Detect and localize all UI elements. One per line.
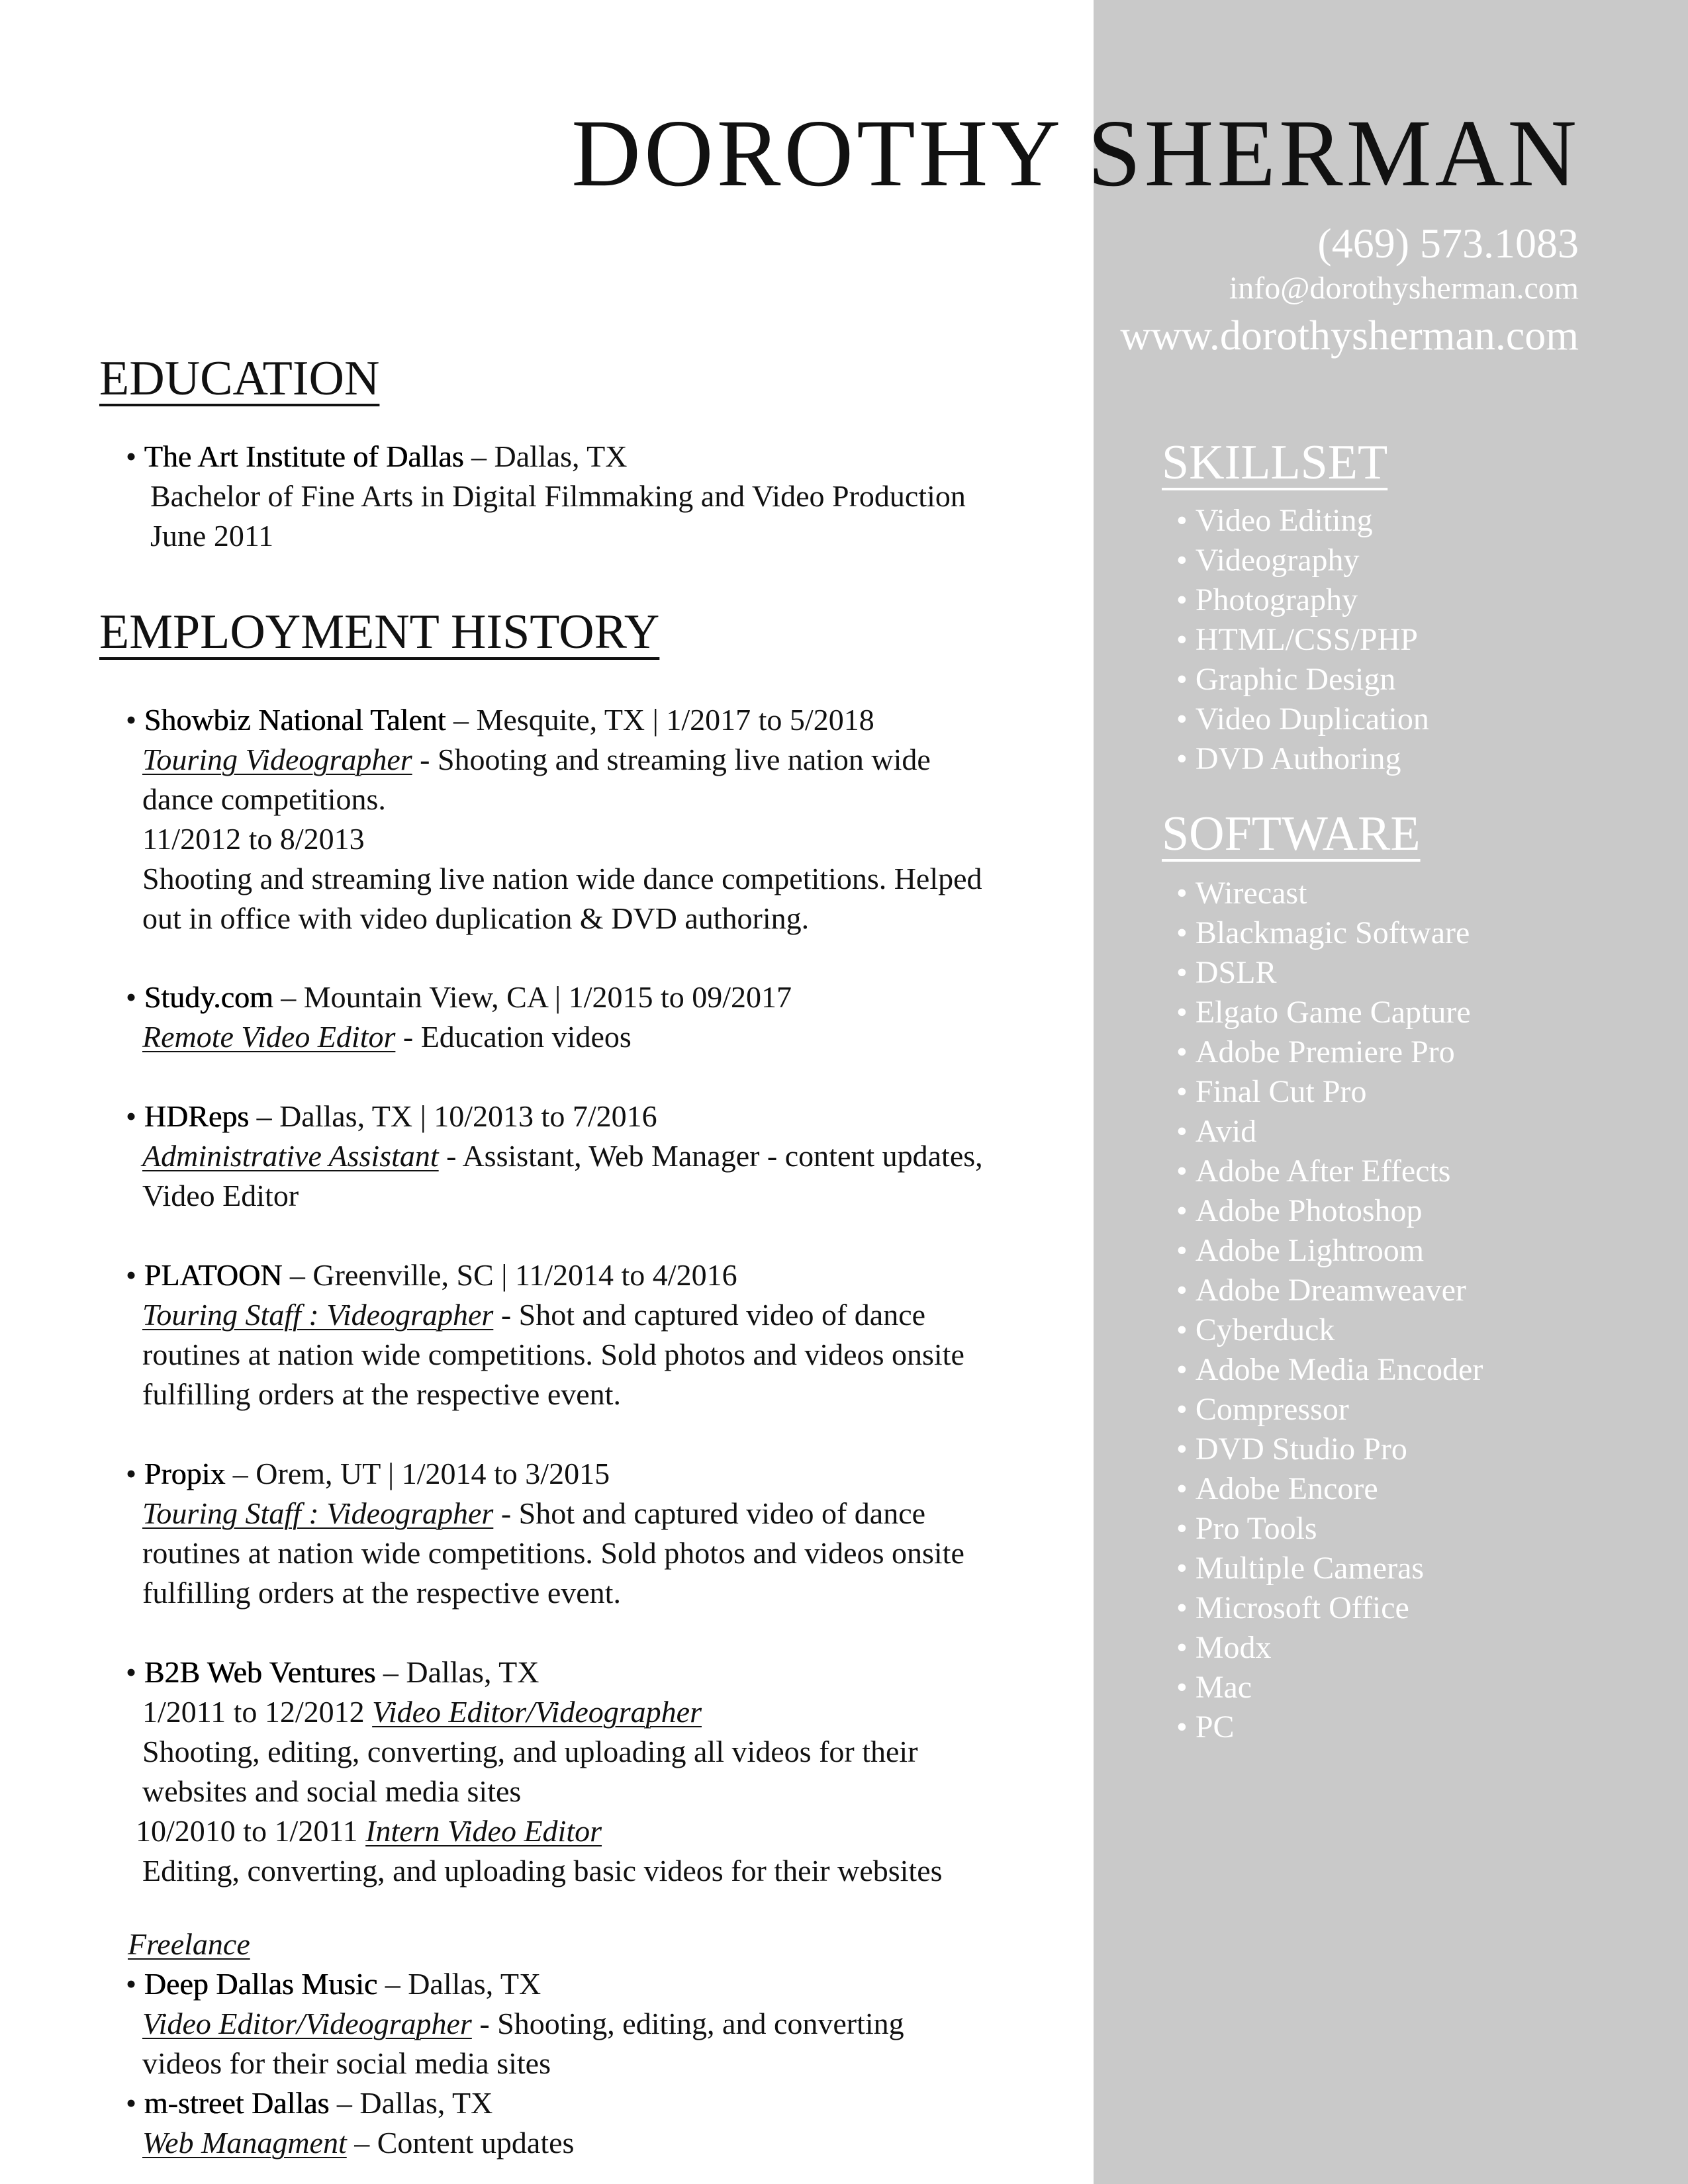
software-item: • Adobe Media Encoder bbox=[1176, 1350, 1483, 1390]
job-meta: – Dallas, TX bbox=[375, 1655, 539, 1689]
job-description: websites and social media sites bbox=[142, 1774, 522, 1808]
school-name: The Art Institute of Dallas bbox=[144, 439, 464, 473]
degree: Bachelor of Fine Arts in Digital Filmmaking and Video Production bbox=[150, 479, 966, 513]
job-description: Shooting and streaming live nation wide dance competitions. Helped bbox=[142, 862, 982, 895]
job-description: - Shooting, editing, and converting bbox=[471, 2007, 904, 2040]
software-item: • DVD Studio Pro bbox=[1176, 1430, 1483, 1469]
company-name: HDReps bbox=[144, 1099, 250, 1133]
software-item: • Avid bbox=[1176, 1112, 1483, 1152]
job-description: videos for their social media sites bbox=[142, 2046, 551, 2080]
job-meta: – Orem, UT | 1/2014 to 3/2015 bbox=[225, 1457, 610, 1490]
job-role: Touring Videographer bbox=[142, 743, 412, 776]
skill-item: • Video Editing bbox=[1176, 501, 1429, 541]
software-item: • Mac bbox=[1176, 1668, 1483, 1707]
company-name: Deep Dallas Music bbox=[144, 1967, 378, 2001]
job-description: routines at nation wide competitions. Sold photos and videos onsite bbox=[142, 1338, 964, 1371]
job-description: - Shooting and streaming live nation wide bbox=[412, 743, 931, 776]
job-entry bbox=[126, 978, 792, 1057]
employment-heading: EMPLOYMENT HISTORY bbox=[99, 605, 660, 659]
software-item: • PC bbox=[1176, 1707, 1483, 1747]
skill-item: • Videography bbox=[1176, 541, 1429, 580]
job-description: – Content updates bbox=[346, 2126, 575, 2160]
software-item: • Blackmagic Software bbox=[1176, 913, 1483, 953]
software-item: • Wirecast bbox=[1176, 874, 1483, 913]
job-entry bbox=[126, 1255, 964, 1414]
job-description: - Shot and captured video of dance bbox=[493, 1298, 926, 1332]
skill-item: • Graphic Design bbox=[1176, 660, 1429, 700]
job-description: - Shot and captured video of dance bbox=[493, 1496, 926, 1530]
software-item: • Multiple Cameras bbox=[1176, 1549, 1483, 1588]
job-dates: 11/2012 to 8/2013 bbox=[142, 822, 365, 856]
job-description: - Education videos bbox=[395, 1020, 632, 1054]
education-heading: EDUCATION bbox=[99, 351, 380, 406]
job-description: fulfilling orders at the respective event. bbox=[142, 1377, 621, 1411]
software-item: • Pro Tools bbox=[1176, 1509, 1483, 1549]
software-item: • Microsoft Office bbox=[1176, 1588, 1483, 1628]
company-name: B2B Web Ventures bbox=[144, 1655, 376, 1689]
job-description: dance competitions. bbox=[142, 782, 386, 816]
job-entry bbox=[126, 1653, 943, 1891]
job-role: Administrative Assistant bbox=[142, 1139, 439, 1173]
software-item: • Final Cut Pro bbox=[1176, 1072, 1483, 1112]
skillset-heading: SKILLSET bbox=[1162, 435, 1388, 490]
school-location: – Dallas, TX bbox=[463, 439, 628, 473]
skill-item: • Video Duplication bbox=[1176, 700, 1429, 739]
software-list bbox=[1176, 874, 1483, 1747]
company-name: Study.com bbox=[144, 980, 273, 1014]
job-role: Web Managment bbox=[142, 2126, 347, 2160]
job-role: Video Editor/Videographer bbox=[372, 1695, 702, 1729]
job-description: out in office with video duplication & DVD authoring. bbox=[142, 901, 810, 935]
website-address: www.dorothysherman.com bbox=[1120, 312, 1579, 359]
freelance-section bbox=[128, 1925, 250, 1964]
skill-item: • DVD Authoring bbox=[1176, 739, 1429, 779]
candidate-name: DOROTHY SHERMAN bbox=[571, 101, 1580, 206]
job-dates: 10/2010 to 1/2011 bbox=[136, 1814, 366, 1848]
software-item: • Adobe Photoshop bbox=[1176, 1191, 1483, 1231]
job-role: Intern Video Editor bbox=[365, 1814, 602, 1848]
software-item: • Adobe After Effects bbox=[1176, 1152, 1483, 1191]
job-meta: – Greenville, SC | 11/2014 to 4/2016 bbox=[282, 1258, 737, 1292]
job-description: - Assistant, Web Manager - content updates, bbox=[438, 1139, 983, 1173]
job-description: routines at nation wide competitions. Sold photos and videos onsite bbox=[142, 1536, 964, 1570]
job-entry bbox=[126, 1097, 983, 1216]
phone-number: (469) 573.1083 bbox=[1317, 220, 1579, 267]
job-description: Shooting, editing, converting, and uploading all videos for their bbox=[142, 1735, 918, 1768]
company-name: PLATOON bbox=[144, 1258, 283, 1292]
job-description: fulfilling orders at the respective event. bbox=[142, 1576, 621, 1610]
software-heading: SOFTWARE bbox=[1162, 807, 1421, 861]
job-entry bbox=[126, 1454, 964, 1613]
job-meta: – Dallas, TX bbox=[377, 1967, 541, 2001]
freelance-entry bbox=[126, 1964, 904, 2083]
software-item: • DSLR bbox=[1176, 953, 1483, 993]
job-description: Editing, converting, and uploading basic videos for their websites bbox=[142, 1854, 943, 1888]
email-address: info@dorothysherman.com bbox=[1229, 271, 1579, 306]
job-role: Remote Video Editor bbox=[142, 1020, 396, 1054]
company-name: Propix bbox=[144, 1457, 226, 1490]
job-entry bbox=[126, 700, 982, 938]
education-entry bbox=[126, 437, 966, 556]
freelance-heading: Freelance bbox=[128, 1927, 250, 1961]
company-name: Showbiz National Talent bbox=[144, 703, 446, 737]
job-description: Video Editor bbox=[142, 1179, 299, 1212]
company-name: m-street Dallas bbox=[144, 2086, 330, 2120]
skill-item: • Photography bbox=[1176, 580, 1429, 620]
job-meta: – Mesquite, TX | 1/2017 to 5/2018 bbox=[445, 703, 874, 737]
software-item: • Elgato Game Capture bbox=[1176, 993, 1483, 1032]
graduation-date: June 2011 bbox=[150, 519, 274, 553]
job-role: Video Editor/Videographer bbox=[142, 2007, 472, 2040]
software-item: • Adobe Dreamweaver bbox=[1176, 1271, 1483, 1310]
skill-item: • HTML/CSS/PHP bbox=[1176, 620, 1429, 660]
software-item: • Cyberduck bbox=[1176, 1310, 1483, 1350]
freelance-entry bbox=[126, 2083, 574, 2163]
software-item: • Adobe Lightroom bbox=[1176, 1231, 1483, 1271]
job-meta: – Dallas, TX bbox=[329, 2086, 493, 2120]
job-role: Touring Staff : Videographer bbox=[142, 1298, 494, 1332]
job-meta: – Dallas, TX | 10/2013 to 7/2016 bbox=[249, 1099, 657, 1133]
software-item: • Compressor bbox=[1176, 1390, 1483, 1430]
job-dates: 1/2011 to 12/2012 bbox=[142, 1695, 373, 1729]
software-item: • Adobe Encore bbox=[1176, 1469, 1483, 1509]
job-role: Touring Staff : Videographer bbox=[142, 1496, 494, 1530]
job-meta: – Mountain View, CA | 1/2015 to 09/2017 bbox=[273, 980, 792, 1014]
skillset-list bbox=[1176, 501, 1429, 779]
software-item: • Modx bbox=[1176, 1628, 1483, 1668]
software-item: • Adobe Premiere Pro bbox=[1176, 1032, 1483, 1072]
